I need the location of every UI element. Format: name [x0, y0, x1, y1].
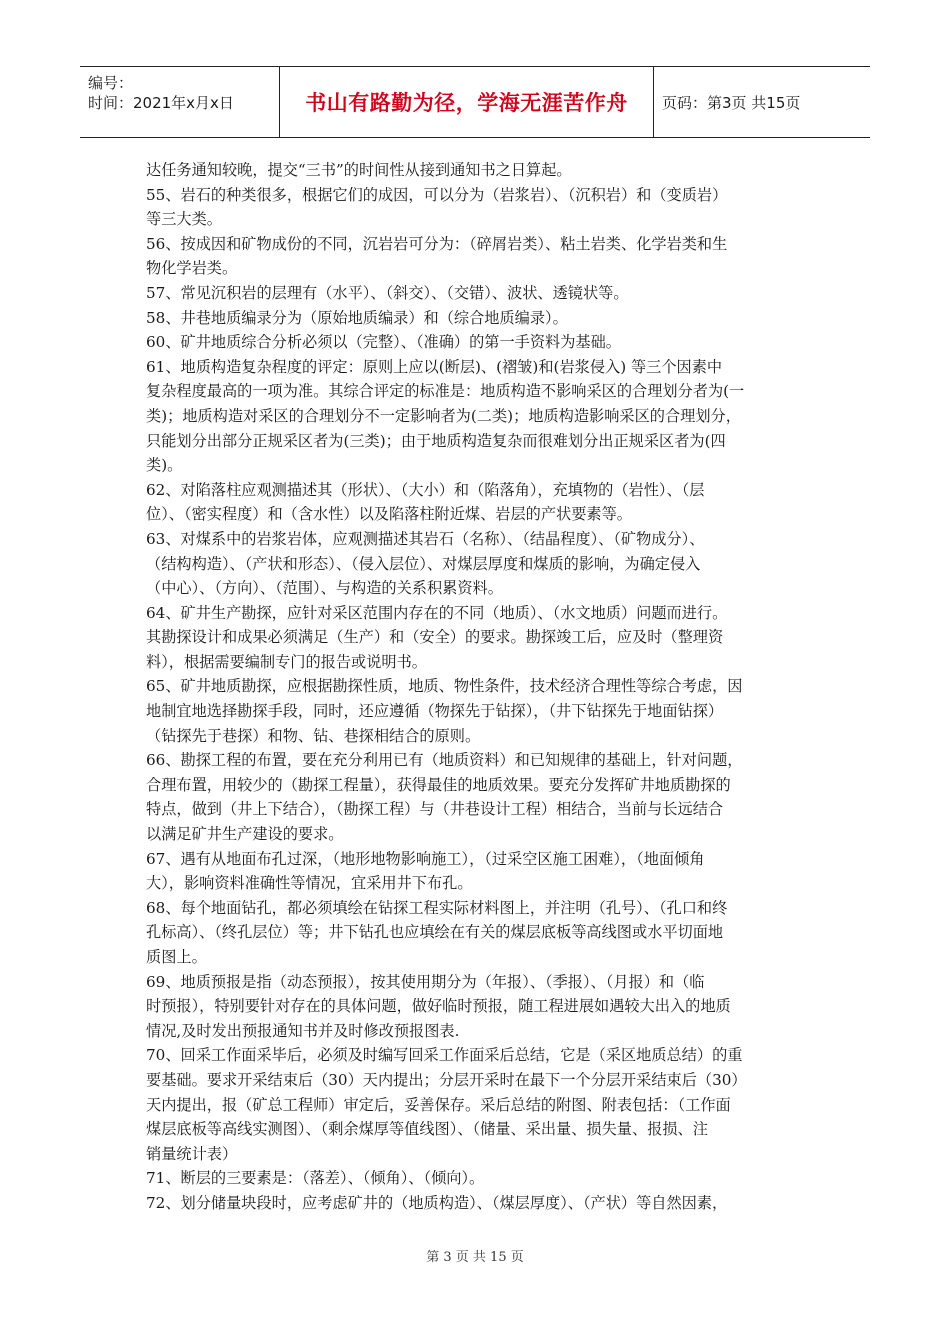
document-date-label: 时间：2021年x月x日	[88, 94, 234, 112]
text-line: 特点，做到（井上下结合），（勘探工程）与（井巷设计工程）相结合，当前与长远结合	[146, 800, 724, 819]
text-line: 达任务通知较晚，提交“三书”的时间性从接到通知书之日算起。	[146, 161, 572, 179]
text-line: 67、遇有从地面布孔过深，（地形地物影响施工），（过采空区施工困难），（地面倾角	[146, 849, 705, 868]
page-header	[80, 66, 870, 138]
text-line: 料），根据需要编制专门的报告或说明书。	[146, 652, 427, 671]
header-page-cell	[654, 67, 870, 137]
header-meta	[80, 67, 280, 137]
text-line: （中心）、（方向）、（范围）、与构造的关系积累资料。	[146, 579, 503, 598]
text-line: 煤层底板等高线实测图）、（剩余煤厚等值线图）、（储量、采出量、损失量、报损、注	[146, 1120, 708, 1139]
text-line: 物化学岩类。	[146, 259, 238, 278]
text-line: 69、地质预报是指（动态预报），按其使用期分为（年报）、（季报）、（月报）和（临	[146, 972, 705, 991]
header-motto: 书山有路勤为径，学海无涯苦作舟	[305, 91, 628, 115]
text-line: 61、地质构造复杂程度的评定：原则上应以(断层)、(褶皱)和(岩浆侵入) 等三个因素中	[146, 357, 723, 376]
header-motto-cell	[280, 67, 654, 137]
text-line: 64、矿井生产勘探，应针对采区范围内存在的不同（地质）、（水文地质）问题而进行。	[146, 603, 728, 622]
text-line: 70、回采工作面采毕后，必须及时编写回采工作面采后总结，它是（采区地质总结）的重	[146, 1046, 743, 1065]
text-line: 复杂程度最高的一项为准。其综合评定的标准是：地质构造不影响采区的合理划分者为(一	[146, 382, 745, 401]
text-line: 55、岩石的种类很多，根据它们的成因，可以分为（岩浆岩）、（沉积岩）和（变质岩）	[146, 185, 728, 204]
text-line: 类)；地质构造对采区的合理划分不一定影响者为(二类)；地质构造影响采区的合理划分，	[146, 406, 741, 425]
text-line: 合理布置，用较少的（勘探工程量），获得最佳的地质效果。要充分发挥矿井地质勘探的	[146, 775, 731, 794]
text-line: 65、矿井地质勘探，应根据勘探性质，地质、物性条件，技术经济合理性等综合考虑，因	[146, 677, 743, 696]
text-line: 62、对陷落柱应观测描述其（形状）、（大小）和（陷落角），充填物的（岩性）、（层	[146, 480, 705, 499]
text-line: （结构构造）、（产状和形态）、（侵入层位）、对煤层厚度和煤质的影响，为确定侵入	[146, 554, 701, 573]
text-line: 类)。	[146, 456, 183, 475]
header-page-number: 页码：第3页 共15页	[662, 93, 801, 112]
text-line: 以满足矿井生产建设的要求。	[146, 825, 344, 844]
text-line: 等三大类。	[146, 210, 222, 229]
text-line: 只能划分出部分正规采区者为(三类)；由于地质构造复杂而很难划分出正规采区者为(四	[146, 431, 726, 450]
text-line: 地制宜地选择勘探手段，同时，还应遵循（物探先于钻探），（井下钻探先于地面钻探）	[146, 702, 724, 721]
text-line: （钻探先于巷探）和物、钻、巷探相结合的原则。	[146, 726, 481, 745]
text-line: 66、勘探工程的布置，要在充分利用已有（地质资料）和已知规律的基础上，针对问题，	[146, 751, 743, 770]
text-line: 其勘探设计和成果必须满足（生产）和（安全）的要求。勘探竣工后，应及时（整理资	[146, 628, 724, 647]
text-line: 要基础。要求开采结束后（30）天内提出；分层开采时在最下一个分层开采结束后（30）	[146, 1070, 747, 1089]
text-line: 位）、（密实程度）和（含水性）以及陷落柱附近煤、岩层的产状要素等。	[146, 505, 632, 524]
text-line: 71、断层的三要素是：（落差）、（倾角）、（倾向）。	[146, 1169, 485, 1188]
text-line: 58、井巷地质编录分为（原始地质编录）和（综合地质编录）。	[146, 308, 568, 327]
text-line: 时预报），特别要针对存在的具体问题，做好临时预报，随工程进展如遇较大出入的地质	[146, 997, 731, 1016]
text-line: 63、对煤系中的岩浆岩体，应观测描述其岩石（名称）、（结晶程度）、（矿物成分）、	[146, 529, 705, 548]
text-line: 60、矿井地质综合分析必须以（完整）、（准确）的第一手资料为基础。	[146, 333, 621, 352]
page-footer: 第 3 页 共 15 页	[426, 1250, 524, 1265]
document-number-label: 编号：	[88, 74, 134, 92]
document-body	[146, 158, 810, 1216]
text-line: 质图上。	[146, 948, 207, 966]
text-line: 72、划分储量块段时，应考虑矿井的（地质构造）、（煤层厚度）、（产状）等自然因素，	[146, 1193, 728, 1212]
text-line: 孔标高）、（终孔层位）等；井下钻孔也应填绘在有关的煤层底板等高线图或水平切面地	[146, 923, 724, 942]
text-line: 57、常见沉积岩的层理有（水平）、（斜交）、（交错）、波状、透镜状等。	[146, 283, 629, 302]
text-line: 天内提出，报（矿总工程师）审定后，妥善保存。采后总结的附图、附表包括：（工作面	[146, 1095, 731, 1114]
text-line: 68、每个地面钻孔，都必须填绘在钻探工程实际材料图上，并注明（孔号）、（孔口和终	[146, 898, 728, 917]
text-line: 大），影响资料准确性等情况，宜采用井下布孔。	[146, 874, 473, 893]
text-line: 56、按成因和矿物成份的不同，沉岩岩可分为：（碎屑岩类）、粘土岩类、化学岩类和生	[146, 234, 728, 253]
text-line: 情况,及时发出预报通知书并及时修改预报图表.	[146, 1021, 460, 1040]
text-line: 销量统计表）	[146, 1144, 238, 1163]
